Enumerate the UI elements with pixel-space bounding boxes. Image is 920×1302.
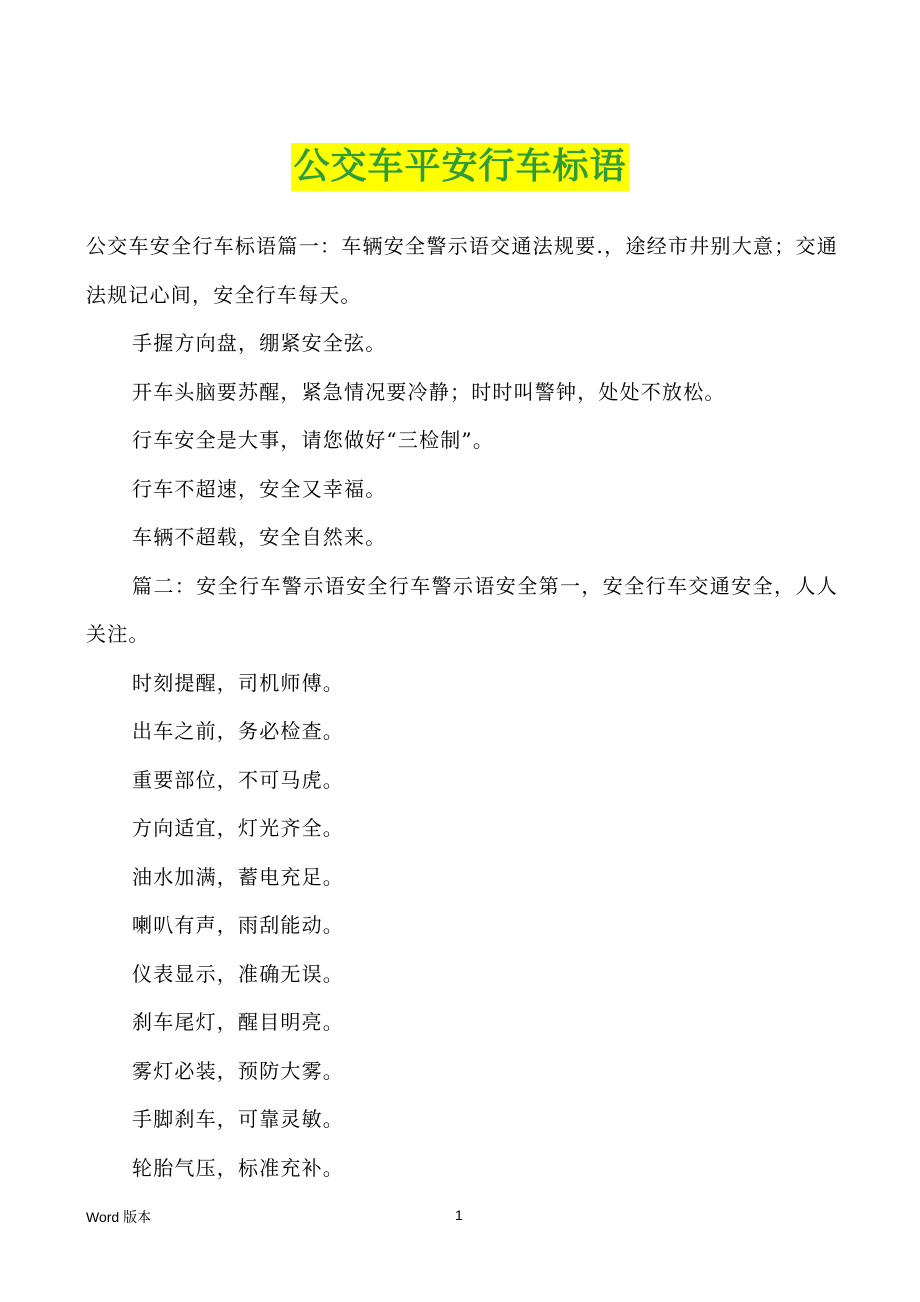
paragraph: 行车不超速，安全又幸福。: [132, 476, 387, 501]
paragraph: 时刻提醒，司机师傅。: [132, 670, 344, 695]
paragraph: 刹车尾灯，醒目明亮。: [132, 1010, 344, 1034]
paragraph: 仪表显示，准确无误。: [132, 961, 344, 986]
footer-label: Word 版本: [86, 1209, 152, 1225]
title-container: [0, 143, 920, 191]
paragraph: 公交车安全行车标语篇一：车辆安全警示语交通法规要.，途经市井别大意；交通法规记心间，安全行车每天。: [86, 234, 838, 307]
paragraph: 喇叭有声，雨刮能动。: [132, 913, 344, 937]
paragraph: 方向适宜，灯光齐全。: [132, 816, 344, 840]
paragraph: 篇二：安全行车警示语安全行车警示语安全第一，安全行车交通安全，人人关注。: [86, 573, 838, 646]
document-body: [86, 222, 838, 1192]
paragraph: 油水加满，蓄电充足。: [132, 864, 344, 889]
paragraph: 车辆不超载，安全自然来。: [132, 525, 387, 549]
paragraph: 出车之前，务必检查。: [132, 719, 344, 743]
paragraph: 雾灯必装，预防大雾。: [132, 1058, 344, 1083]
page-number: 1: [455, 1207, 463, 1223]
paragraph: 行车安全是大事，请您做好“三检制”。: [132, 428, 495, 452]
paragraph: 重要部位，不可马虎。: [132, 767, 344, 792]
paragraph: 轮胎气压，标准充补。: [132, 1155, 344, 1180]
paragraph: 手脚刹车，可靠灵敏。: [132, 1107, 344, 1131]
paragraph: 手握方向盘，绷紧安全弦。: [132, 331, 387, 355]
paragraph: 开车头脑要苏醒，紧急情况要冷静；时时叫警钟，处处不放松。: [132, 379, 726, 404]
document-title: 公交车平安行车标语: [291, 143, 628, 191]
